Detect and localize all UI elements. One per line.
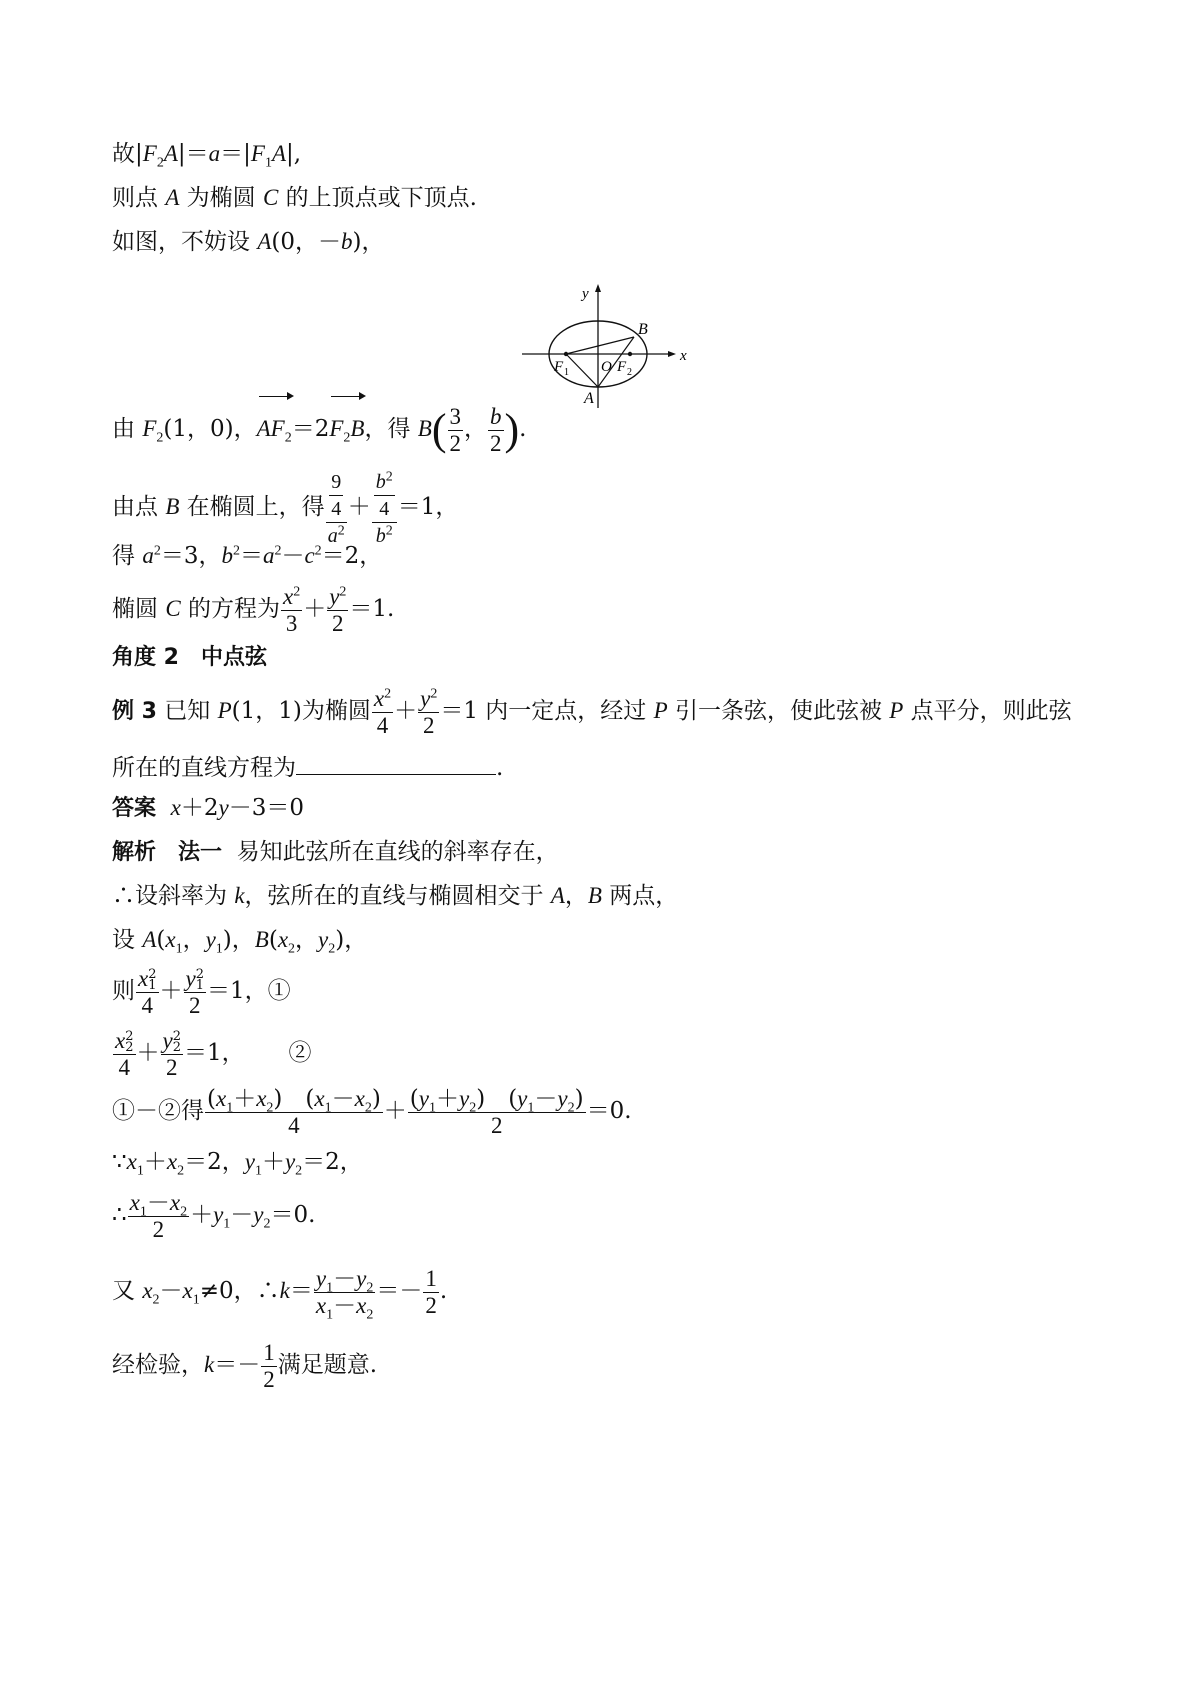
frac-slope: $\frac{y_1-y_2}{x_1-x_2}$ (315, 1265, 374, 1323)
line-3: 如图，不妨设 A(0，－b)， (112, 229, 385, 255)
point-f1 (564, 352, 568, 356)
line-19: ∴ $\frac{x_1-x_2}{2}$ $+y_1-y_2=0$. (112, 1189, 316, 1242)
label-f1: F (554, 359, 564, 375)
line-17: ①－②得 $\frac{(x_1+x_2) (x_1-x_2)}{4}$ ＋ $\frac{(y_1+y_2) (y_1-y_2)}{2}$ ＝0. (112, 1085, 632, 1138)
line-14: 设 $A(x_1$，$y_1$)，$B(x_2$，$y_2$)， (112, 927, 368, 957)
label-b: B (638, 321, 648, 338)
line-7: 椭圆 C 的方程为 $\frac{x^2}{3}$ ＋ $\frac{y^2}{2}$ ＝1. (112, 583, 395, 636)
frac-y2sq-2: y 2 2 2 (162, 1027, 181, 1080)
frac-x2-3: $\frac{x^2}{3}$ (282, 583, 301, 636)
line-5: 由点 B 在椭圆上，得 $\frac{\frac{9}{4}}{a^2}$ ＋ $\frac{\frac{b^2}{4}}{b^2}$ ＝1， (112, 469, 459, 547)
line-4: 由 $F_2(1$，0)，$AF_2=2F_2B$，得 B( $\frac{3}{2}$ ， $\frac{b}{2}$ ). (112, 400, 526, 458)
analysis-line: 解析 法一 易知此弦所在直线的斜率存在， (112, 839, 559, 865)
equation-2: x 2 2 4 ＋ y 2 2 2 ＝1， ② (115, 1027, 312, 1080)
label-f2: F (617, 359, 627, 375)
frac-y1sq-2: y 2 1 2 (185, 965, 204, 1018)
frac-x-diff-2: $\frac{x_1-x_2}{2}$ (129, 1189, 188, 1242)
line-6: 得 $a^2=3$，$b^2=a^2-c^2=2$， (112, 543, 383, 569)
label-x: x (680, 348, 687, 364)
frac-half-2: $\frac{1}{2}$ (263, 1339, 275, 1392)
equation-1: 则 x 2 1 4 ＋ y 2 1 2 ＝1，① (112, 965, 291, 1018)
line-2: 则点 A 为椭圆 C 的上顶点或下顶点. (112, 185, 477, 211)
frac-b24-b2: $\frac{\frac{b^2}{4}}{b^2}$ (372, 468, 397, 548)
frac-y2-2: $\frac{y^2}{2}$ (329, 583, 347, 636)
label-o: O (601, 359, 612, 375)
label-f1-sub: 1 (564, 367, 569, 378)
label-f2-sub: 2 (627, 367, 632, 378)
frac-94-a2: $\frac{\frac{9}{4}}{a^2}$ (327, 470, 345, 547)
frac-3-2: $\frac{3}{2}$ (449, 403, 461, 456)
frac-x-sum-diff: $\frac{(x_1+x_2) (x_1-x_2)}{4}$ (207, 1085, 381, 1138)
x-axis-arrow (668, 351, 676, 357)
label-y: y (582, 286, 589, 302)
answer-line: 答案 x＋2y－3＝0 (112, 795, 304, 821)
frac-b-2: $\frac{b}{2}$ (490, 403, 502, 456)
line-1: 故$|F_2A|=a=|F_1A|$, (112, 141, 302, 171)
frac-half: $\frac{1}{2}$ (425, 1265, 437, 1318)
point-f2 (628, 352, 632, 356)
line-9: 例 3 已知 P(1，1)为椭圆 $\frac{x^2}{4}$ ＋ $\frac{y^2}{2}$ ＝1 内一定点，经过 P 引一条弦，使此弦被 P 点平分，则此弦 (112, 685, 1072, 738)
section-heading: 角度 2 中点弦 (112, 645, 267, 670)
answer-blank (296, 752, 496, 775)
line-10: 所在的直线方程为 . (112, 752, 503, 782)
y-axis-arrow (595, 284, 601, 292)
line-18: $\because x_1+x_2=2$，$y_1+y_2=2$， (112, 1149, 363, 1179)
frac-x1sq-4: x 2 1 4 (138, 965, 157, 1018)
frac-x2-4: $\frac{x^2}{4}$ (373, 685, 392, 738)
ellipse-figure (520, 282, 695, 410)
frac-y2-2b: $\frac{y^2}{2}$ (420, 685, 438, 738)
line-21: 经检验，k＝－ $\frac{1}{2}$ 满足题意. (112, 1339, 378, 1392)
frac-y-sum-diff: $\frac{(y_1+y_2) (y_1-y_2)}{2}$ (409, 1085, 584, 1138)
line-13: ∴设斜率为 k，弦所在的直线与椭圆相交于 A，B 两点， (112, 883, 679, 909)
line-20: 又 $x_2-x_1\ne 0$，∴k＝ $\frac{y_1-y_2}{x_1-x_2}$ ＝－ $\frac{1}{2}$ . (112, 1265, 448, 1323)
label-a: A (584, 390, 594, 407)
frac-x2sq-4: x 2 2 4 (115, 1027, 134, 1080)
